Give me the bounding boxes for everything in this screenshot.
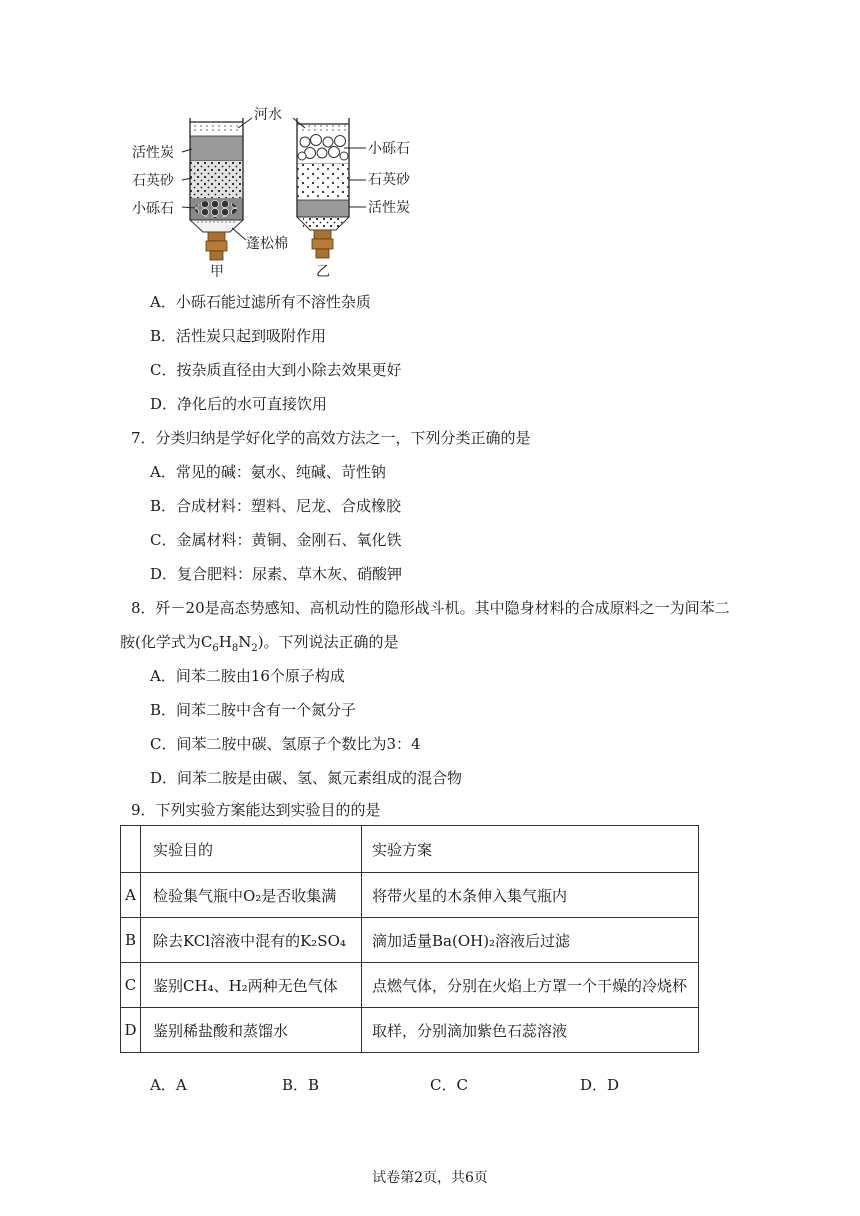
q7-stem: 7．分类归纳是学好化学的高效方法之一，下列分类正确的是 [131,429,531,447]
table-row [121,918,699,963]
row-plan: 将带火星的木条伸入集气瓶内 [362,873,699,918]
row-purpose: 鉴别CH₄、H₂两种无色气体 [141,963,362,1008]
label-quartz-sand-yi: 石英砂 [368,172,410,188]
row-plan: 滴加适量Ba(OH)₂溶液后过滤 [362,918,699,963]
label-cotton: 蓬松棉 [246,236,288,252]
q7-option-b: B．合成材料：塑料、尼龙、合成橡胶 [150,497,402,515]
q8-sub-c: 6 [212,643,219,654]
q8-option-b: B．间苯二胺中含有一个氮分子 [150,701,357,719]
q8-sub-n: 2 [251,643,258,654]
row-purpose: 鉴别稀盐酸和蒸馏水 [141,1008,362,1053]
label-gravel-yi: 小砾石 [368,141,410,157]
q6-option-a: A．小砾石能过滤所有不溶性杂质 [150,293,371,311]
q8-n: N [238,633,252,651]
filter-yi [297,118,349,258]
q8-stem-line1: 8．歼－20是高态势感知、高机动性的隐形战斗机。其中隐身材料的合成原料之一为间苯二 [131,599,730,617]
q7-option-c: C．金属材料：黄铜、金刚石、氧化铁 [150,531,402,549]
row-plan: 点燃气体，分别在火焰上方罩一个干燥的冷烧杯 [362,963,699,1008]
q9-choice-a: A．A [150,1076,187,1094]
q6-option-c: C．按杂质直径由大到小除去效果更好 [150,361,402,379]
q8-stem-text-a: 胺(化学式为C [120,633,213,651]
q8-stem-text-b: )。下列说法正确的是 [257,633,399,651]
table-row [121,873,699,918]
table-header-plan: 实验方案 [362,826,699,873]
label-yi: 乙 [316,264,330,280]
q6-option-b: B．活性炭只起到吸附作用 [150,327,327,345]
q7-option-d: D．复合肥料：尿素、草木灰、硝酸钾 [150,565,403,583]
table-header-row [121,826,699,873]
label-river-water: 河水 [254,107,282,123]
row-letter: A [121,873,141,918]
row-purpose: 除去KCl溶液中混有的K₂SO₄ [141,918,362,963]
label-activated-carbon-yi: 活性炭 [368,200,410,216]
q9-stem: 9．下列实验方案能达到实验目的的是 [131,801,381,819]
label-activated-carbon-jia: 活性炭 [132,145,174,161]
label-quartz-sand-jia: 石英砂 [132,173,174,189]
q9-choice-c: C．C [430,1076,468,1094]
row-letter: C [121,963,141,1008]
table-row [121,1008,699,1053]
q9-experiment-table [120,825,699,1053]
q8-option-c: C．间苯二胺中碳、氢原子个数比为3：4 [150,735,421,753]
q7-option-a: A．常见的碱：氨水、纯碱、苛性钠 [150,463,386,481]
page-footer: 试卷第2页，共6页 [372,1170,488,1186]
table-header-purpose: 实验目的 [141,826,362,873]
label-jia: 甲 [210,264,224,280]
q8-stem-line2 [120,632,399,659]
row-purpose: 检验集气瓶中O₂是否收集满 [141,873,362,918]
filter-diagram [120,100,420,280]
table-header-blank [121,826,141,873]
q9-choice-d: D．D [580,1076,620,1094]
row-plan: 取样，分别滴加紫色石蕊溶液 [362,1008,699,1053]
q8-option-a: A．间苯二胺由16个原子构成 [150,667,345,685]
table-row [121,963,699,1008]
q8-option-d: D．间苯二胺是由碳、氢、氮元素组成的混合物 [150,769,463,787]
row-letter: B [121,918,141,963]
q9-choice-b: B．B [282,1076,320,1094]
filter-jia [190,118,243,260]
q8-h: H [218,633,232,651]
label-gravel-jia: 小砾石 [132,201,174,217]
q8-sub-h: 8 [231,643,239,654]
row-letter: D [121,1008,141,1053]
q6-option-d: D．净化后的水可直接饮用 [150,395,328,413]
